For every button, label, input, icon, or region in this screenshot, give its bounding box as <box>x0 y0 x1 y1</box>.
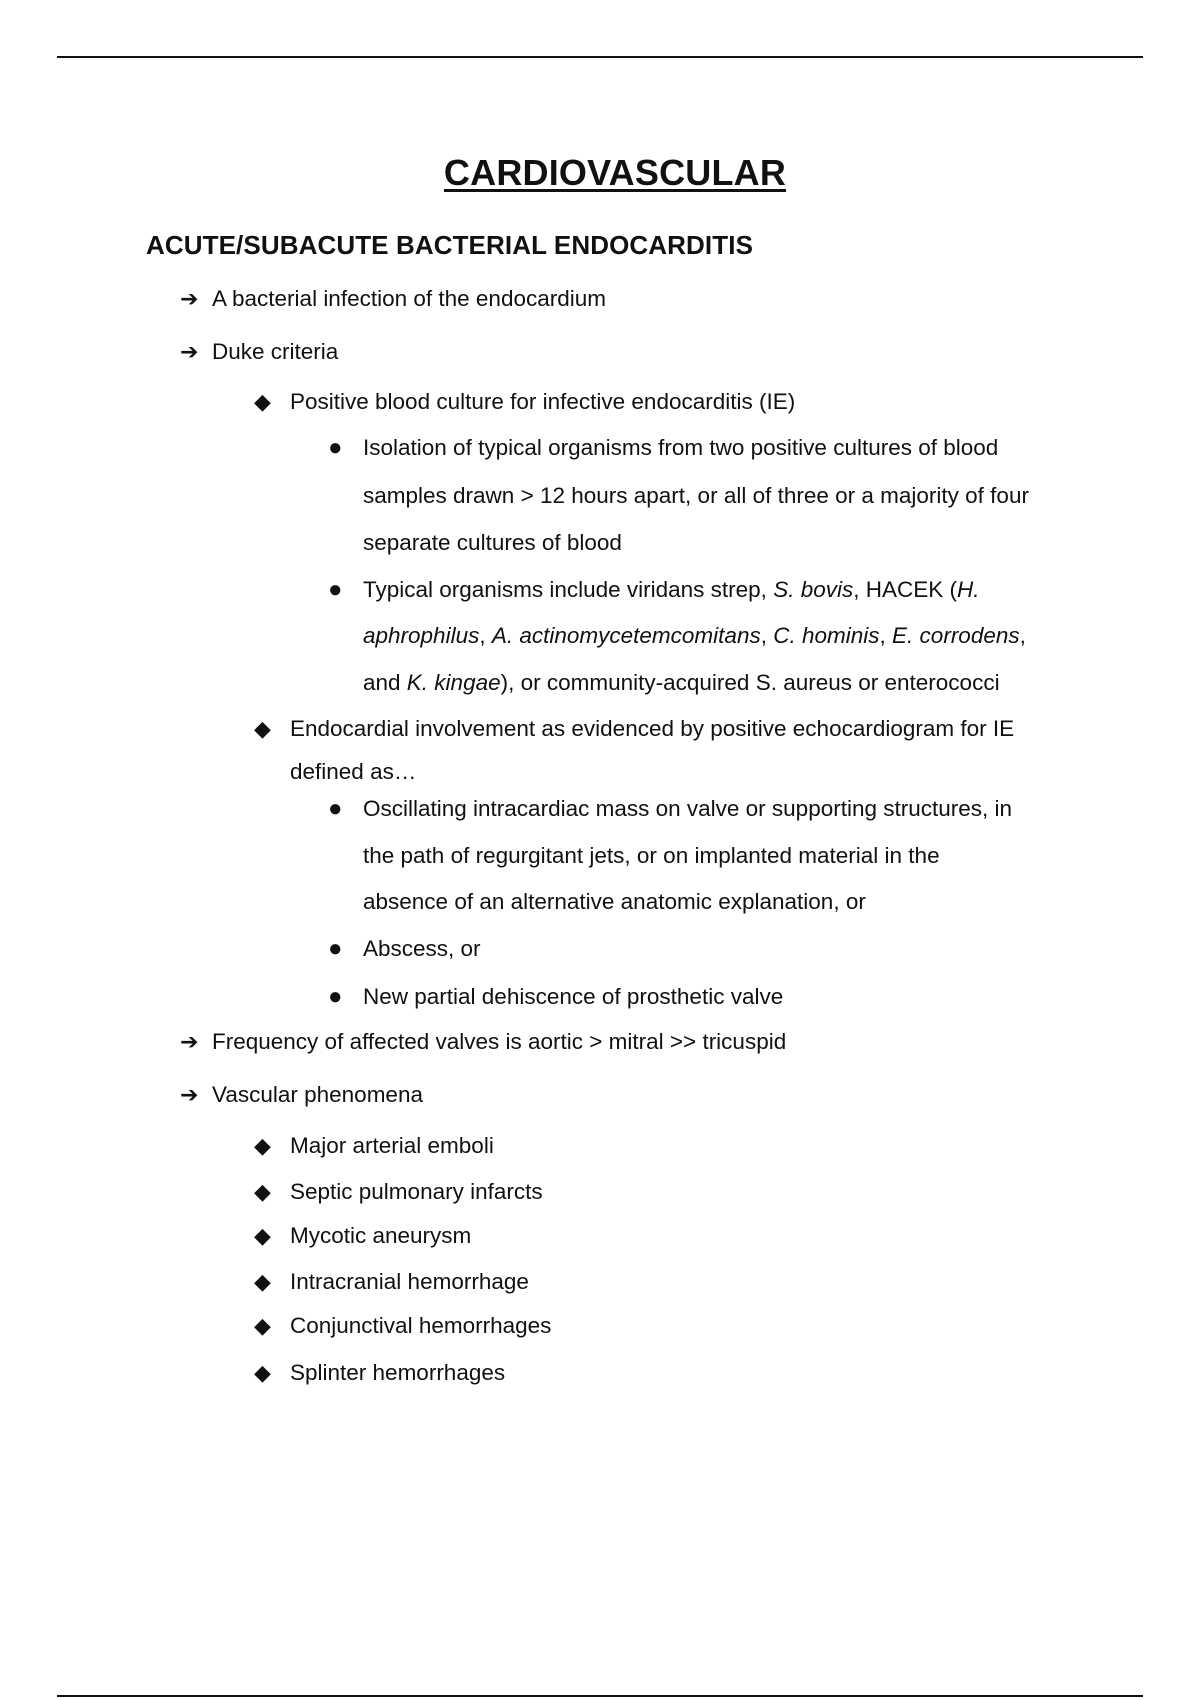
list-item-oscillating-line2: the path of regurgitant jets, or on implanted material in the <box>363 843 940 868</box>
organism-name: aphrophilus <box>363 623 480 648</box>
footer-rule <box>57 1695 1143 1697</box>
list-item-isolation-line2: samples drawn > 12 hours apart, or all of three or a majority of four <box>363 483 1029 508</box>
list-item-vascular-5: Splinter hemorrhages <box>290 1360 506 1385</box>
list-item-vascular-1: Septic pulmonary infarcts <box>290 1179 543 1204</box>
arrow-bullet-icon: ➔ <box>180 1029 199 1054</box>
diamond-bullet-icon: ◆ <box>254 1313 271 1338</box>
text-run: Typical organisms include viridans strep, <box>363 577 774 602</box>
dot-bullet-icon: ● <box>328 983 343 1010</box>
organism-name: S. bovis <box>773 577 854 602</box>
text-run: , <box>479 623 492 648</box>
list-item-vascular-0: Major arterial emboli <box>290 1133 494 1158</box>
text-run: , <box>879 623 893 648</box>
text-run: and <box>363 670 407 695</box>
list-item-oscillating-line3: absence of an alternative anatomic explanation, or <box>363 889 866 914</box>
diamond-bullet-icon: ◆ <box>254 1269 271 1294</box>
dot-bullet-icon: ● <box>328 935 343 962</box>
list-item-oscillating-line1: Oscillating intracardiac mass on valve or supporting structures, in <box>363 796 1013 821</box>
list-item-definition: A bacterial infection of the endocardium <box>212 286 606 311</box>
list-item-isolation-line1: Isolation of typical organisms from two positive cultures of blood <box>363 435 999 460</box>
organism-name: H. <box>957 577 980 602</box>
organism-name: A. actinomycetemcomitans <box>491 623 761 648</box>
text-run: , HACEK ( <box>853 577 958 602</box>
list-item-abscess: Abscess, or <box>363 936 481 961</box>
list-item-isolation-line3: separate cultures of blood <box>363 530 622 555</box>
text-run: ), or community-acquired S. aureus or enterococci <box>500 670 1000 695</box>
list-item-endocardial-line2: defined as… <box>290 759 417 784</box>
diamond-bullet-icon: ◆ <box>254 1133 271 1158</box>
list-item-endocardial-line1: Endocardial involvement as evidenced by positive echocardiogram for IE <box>290 716 1015 741</box>
arrow-bullet-icon: ➔ <box>180 339 199 364</box>
arrow-bullet-icon: ➔ <box>180 286 199 311</box>
list-item-vascular-2: Mycotic aneurysm <box>290 1223 472 1248</box>
organism-name: C. hominis <box>773 623 880 648</box>
organism-name: E. corrodens <box>892 623 1020 648</box>
organism-name: K. kingae <box>406 670 501 695</box>
list-item-frequency: Frequency of affected valves is aortic > mitral >> tricuspid <box>212 1029 787 1054</box>
list-item-vascular-4: Conjunctival hemorrhages <box>290 1313 552 1338</box>
diamond-bullet-icon: ◆ <box>254 1223 271 1248</box>
dot-bullet-icon: ● <box>328 576 343 603</box>
list-item-blood-culture: Positive blood culture for infective endocarditis (IE) <box>290 389 796 414</box>
list-item-typical-line1 <box>363 575 980 605</box>
diamond-bullet-icon: ◆ <box>254 716 271 741</box>
list-item-dehiscence: New partial dehiscence of prosthetic valve <box>363 984 784 1009</box>
list-item-duke-criteria: Duke criteria <box>212 339 339 364</box>
list-item-typical-line2 <box>363 621 1026 651</box>
arrow-bullet-icon: ➔ <box>180 1082 199 1107</box>
list-item-vascular: Vascular phenomena <box>212 1082 423 1107</box>
dot-bullet-icon: ● <box>328 795 343 822</box>
text-run: , <box>760 623 774 648</box>
list-item-vascular-3: Intracranial hemorrhage <box>290 1269 529 1294</box>
dot-bullet-icon: ● <box>328 434 343 461</box>
diamond-bullet-icon: ◆ <box>254 1179 271 1204</box>
header-rule <box>57 56 1143 58</box>
text-run: , <box>1019 623 1026 648</box>
section-heading: ACUTE/SUBACUTE BACTERIAL ENDOCARDITIS <box>146 230 754 260</box>
list-item-typical-line3 <box>363 668 1000 698</box>
page-title: CARDIOVASCULAR <box>443 152 787 193</box>
diamond-bullet-icon: ◆ <box>254 389 271 414</box>
diamond-bullet-icon: ◆ <box>254 1360 271 1385</box>
